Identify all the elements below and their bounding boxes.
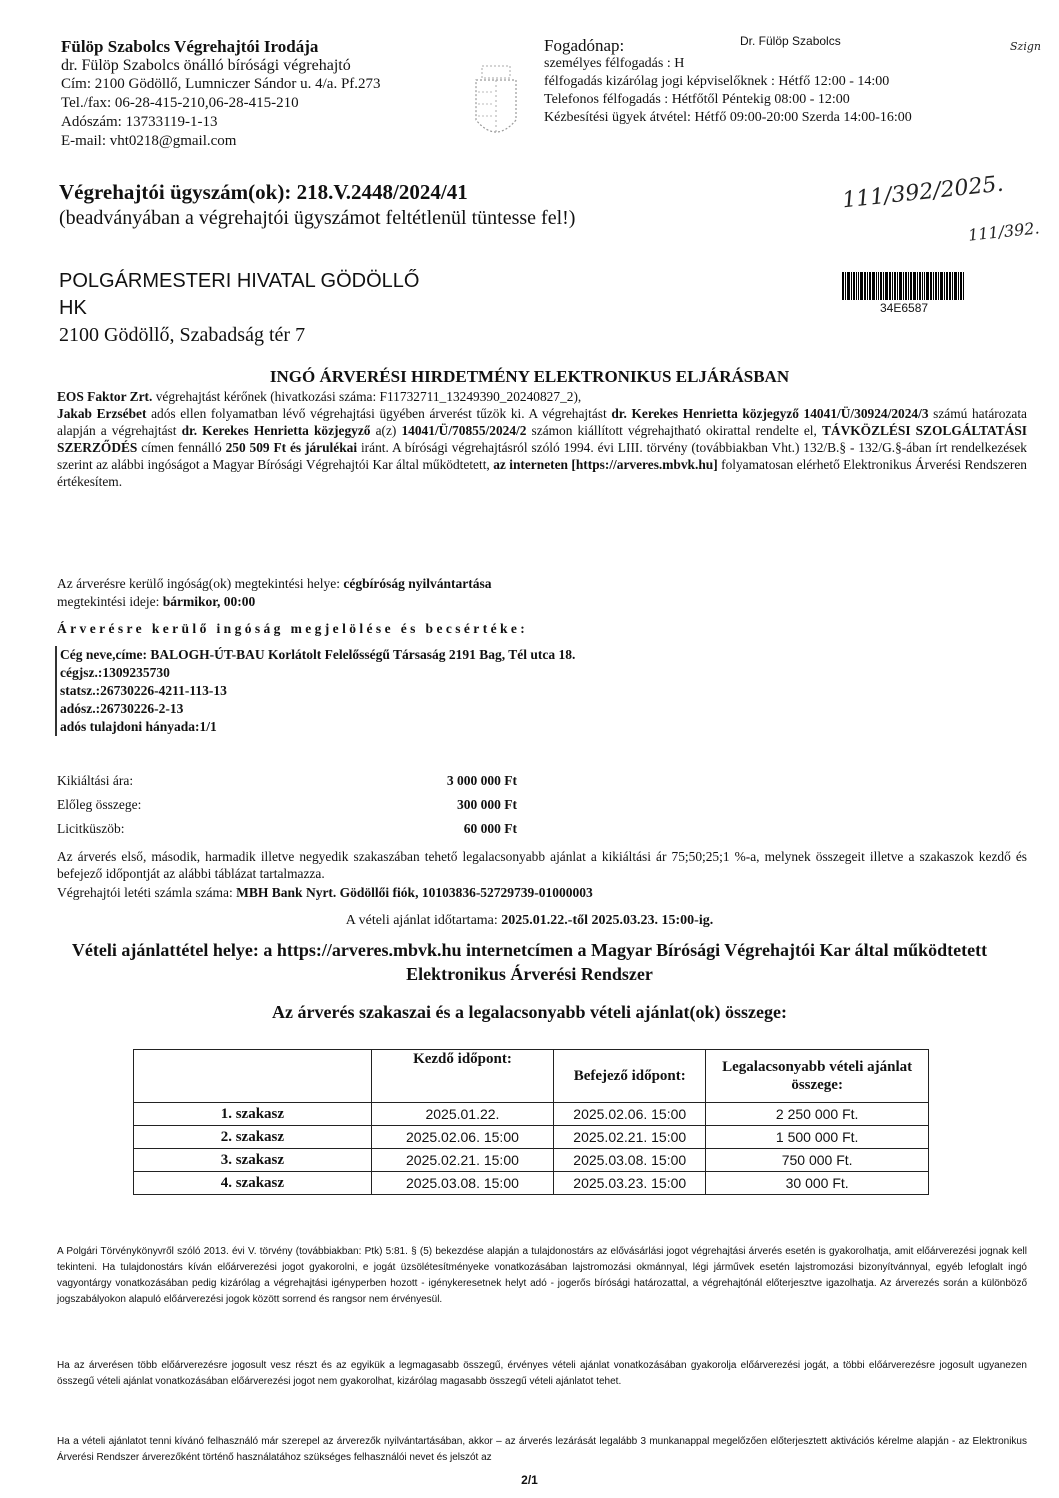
footnote-multiple-bidders: Ha az árverésen több előárverezésre jogosult vesz részt és az egyikük a legmagasabb összegű, érvényes vételi ajánlat vonatkozásában gyakorolja előárverezési jogát, a többi előárverezésre jogosult ugyanezen összegű vételi ajánlat vonatkozásában előárverezési jogot nem gyakorolhat, kizárólag magasabb összegű vételi ajánlatot tehet. (57, 1360, 1027, 1387)
stage-end: 2025.02.21. 15:00 (554, 1126, 706, 1149)
price-row: Előleg összege: 300 000 Ft (57, 797, 517, 812)
stamp-name: Dr. Fülöp Szabolcs (740, 34, 841, 48)
case-number-note: (beadványában a végrehajtói ügyszámot feltétlenül tüntesse fel!) (59, 207, 576, 229)
reception-line: félfogadás kizárólag jogi képviselőknek : Hétfő 12:00 - 14:00 (544, 74, 890, 89)
table-header-row (134, 1050, 929, 1103)
office-name: Fülöp Szabolcs Végrehajtói Irodája (61, 37, 319, 56)
table-header-end: Befejező időpont: (554, 1050, 706, 1103)
table-row (134, 1103, 929, 1126)
item-stat-no: statsz.:26730226-4211-113-13 (60, 683, 227, 698)
stage-end: 2025.03.08. 15:00 (554, 1149, 706, 1172)
stage-start: 2025.02.21. 15:00 (371, 1149, 553, 1172)
recipient-street: 2100 Gödöllő, Szabadság tér 7 (59, 324, 306, 346)
stage-amount: 2 250 000 Ft. (706, 1103, 929, 1126)
item-reg-no: cégjsz.:1309235730 (60, 665, 170, 680)
page-number: 2/1 (521, 1473, 538, 1487)
table-header-amount: Legalacsonyabb vételi ajánlat összege: (706, 1050, 929, 1103)
item-heading: Árverésre kerülő ingóság megjelölése és becsértéke: (57, 621, 529, 636)
recipient-name: POLGÁRMESTERI HIVATAL GÖDÖLLŐ (59, 270, 420, 292)
footnote-activation: Ha a vételi ajánlatot tenni kívánó felhasználó már szerepel az árverezők nyilvántartásában, akkor – az árverés lezárását legalább 3 munkanappal megelőzően előterjesztett aktivációs kérelme alapján - az Elektronikus Árverési Rendszer árverezőként történő használatához szükséges felhasználói nevet és jelszót az (57, 1436, 1027, 1463)
coat-of-arms-icon (470, 60, 522, 146)
stage-start: 2025.02.06. 15:00 (371, 1126, 553, 1149)
price-list (57, 769, 517, 841)
table-header-stage (134, 1050, 372, 1103)
bid-period: A vételi ajánlat időtartama: 2025.01.22.-től 2025.03.23. 15:00-ig. (345, 913, 714, 928)
table-header-start: Kezdő időpont: (371, 1050, 553, 1103)
table-title: Az árverés szakaszai és a legalacsonyabb vételi ajánlat(ok) összege: (272, 1002, 787, 1022)
stage-label: 4. szakasz (134, 1172, 372, 1195)
barcode (842, 272, 1002, 302)
auction-website: az interneten [https://arveres.mbvk.hu] (493, 457, 718, 472)
table-row (134, 1149, 929, 1172)
price-row: Kikiáltási ára: 3 000 000 Ft (57, 773, 517, 788)
table-row (134, 1126, 929, 1149)
item-company: Cég neve,címe: BALOGH-ÚT-BAU Korlátolt Felelősségű Társaság 2191 Bag, Tél utca 18. (60, 647, 576, 662)
contract-type: TÁVKÖZLÉSI SZOLGÁLTATÁSI SZERZŐDÉS (57, 423, 1027, 455)
stage-amount: 1 500 000 Ft. (706, 1126, 929, 1149)
stage-amount: 750 000 Ft. (706, 1149, 929, 1172)
case-number: Végrehajtói ügyszám(ok): 218.V.2448/2024/41 (59, 180, 468, 204)
office-telfax: Tel./fax: 06-28-415-210,06-28-415-210 (61, 95, 299, 111)
barcode-text: 34E6587 (880, 301, 929, 315)
recipient-dept: HK (59, 297, 87, 319)
handwritten-sub-reference: 111/392. (967, 218, 1041, 245)
bid-place: Vételi ajánlattétel helye: a https://arveres.mbvk.hu internetcímen a Magyar Bírósági Végrehajtói Kar által működtetett Elektronikus Árverési Rendszer (71, 940, 988, 984)
item-share: adós tulajdoni hányada:1/1 (60, 719, 217, 734)
stage-start: 2025.01.22. (371, 1103, 553, 1126)
viewing-time: megtekintési ideje: bármikor, 00:00 (57, 594, 256, 609)
handwritten-signature: Szign (1010, 40, 1041, 53)
handwritten-reference: 111/392/2025. (841, 171, 1005, 214)
stages-table (133, 1049, 929, 1195)
office-tax-no: Adószám: 13733119-1-13 (61, 114, 218, 130)
viewing-place: Az árverésre kerülő ingóság(ok) megtekintési helye: cégbíróság nyilvántartása (57, 576, 492, 591)
reception-line: személyes félfogadás : H (544, 56, 685, 71)
office-email: E-mail: vht0218@gmail.com (61, 133, 237, 149)
stages-description: Az árverés első, második, harmadik illetve negyedik szakaszában tehető legalacsonyabb ajánlat a kikiáltási ár 75;50;25;1 %-a, melynek összegeit illetve a szakaszok kezdő és befejező időpontját az alábbi táblázat tartalmazza. (57, 849, 1027, 881)
footnote-preemption: A Polgári Törvénykönyvről szóló 2013. évi V. törvény (továbbiakban: Ptk) 5:81. § (5) bekezdése alapján a tulajdonostárs az elővásárlási jogot végrehajtási árverés esetén is gyakorolhatja, amit előárverezési jognak kell tekinteni. Ha tulajdonostárs kíván előárverezési jogot gyakorolni, e jogát üzsölétesítményeke vonatkozásában lajstromozási okmánnyal, légi járművek esetén lajstromozási bizonyítvánnyal, egyéb lefoglalt ingó vagyontárgy vonatkozásában pedig kizárólag a végrehajtási igényperben hozott - igénykeresetnek helyt adó - jogerős bírósági határozattal, a végrehajtónál előterjesztve igazolhatja. Az árverezés során a különböző jogszabályokon alapuló előárverezési jogok között sorrend és rangsor nem érvényesül. (57, 1246, 1027, 1305)
stage-label: 3. szakasz (134, 1149, 372, 1172)
office-address: Cím: 2100 Gödöllő, Lumniczer Sándor u. 4/a. Pf.273 (61, 76, 381, 92)
deposit-account: Végrehajtói letéti számla száma: MBH Bank Nyrt. Gödöllői fiók, 10103836-52729739-01000003 (57, 885, 593, 900)
table-row (134, 1172, 929, 1195)
item-tax-no: adósz.:26730226-2-13 (60, 701, 184, 716)
recipient-address (59, 268, 419, 349)
stage-label: 2. szakasz (134, 1126, 372, 1149)
reception-line: Telefonos félfogadás : Hétfőtől Péntekig 08:00 - 12:00 (544, 92, 850, 107)
debt-amount: 250 509 Ft és járulékai (225, 440, 358, 455)
debtor-name: Jakab Erzsébet (57, 406, 147, 421)
item-details (55, 646, 575, 736)
document-title: INGÓ ÁRVERÉSI HIRDETMÉNY ELEKTRONIKUS ELJÁRÁSBAN (269, 367, 790, 386)
reception-title: Fogadónap: (544, 36, 625, 55)
reception-line: Kézbesítési ügyek átvétel: Hétfő 09:00-20:00 Szerda 14:00-16:00 (544, 110, 912, 125)
stage-start: 2025.03.08. 15:00 (371, 1172, 553, 1195)
stage-label: 1. szakasz (134, 1103, 372, 1126)
stage-end: 2025.02.06. 15:00 (554, 1103, 706, 1126)
reception-hours (544, 37, 912, 127)
stage-end: 2025.03.23. 15:00 (554, 1172, 706, 1195)
stage-amount: 30 000 Ft. (706, 1172, 929, 1195)
price-row: Licitküszöb: 60 000 Ft (57, 821, 517, 836)
office-header (61, 37, 381, 151)
intro-paragraph: EOS Faktor Zrt. végrehajtást kérőnek (hivatkozási száma: F11732711_13249390_20240827_2), Jakab Erzsébet adós ellen folyamatban lévő végrehajtási ügyében árverést tűzök ki. A végrehajtást dr. Kerekes Henrietta közjegyző 14041/Ü/30924/2024/3 számú határozata alapján a végrehajtást dr. Kerekes Henrietta közjegyző a(z) 14041/Ü/70855/2024/2 számon kiállított végrehajtható okirattal rendelte el, TÁVKÖZLÉSI SZOLGÁLTATÁSI SZERZŐDÉS címen fennálló 250 509 Ft és járulékai iránt. A bírósági végrehajtásról szóló 1994. évi LIII. törvény (továbbiakban Vht.) 132/B.§ - 132/G.§-ában írt rendelkezések szerint az alábbi ingóságot a Magyar Bírósági Végrehajtói Kar által működtetett, az interneten [https://arveres.mbvk.hu] folyamatosan elérhető Elektronikus Árverési Rendszeren értékesítem. (57, 389, 1027, 489)
judge-title: dr. Fülöp Szabolcs önálló bírósági végrehajtó (61, 57, 351, 74)
creditor-name: EOS Faktor Zrt. (57, 389, 153, 404)
